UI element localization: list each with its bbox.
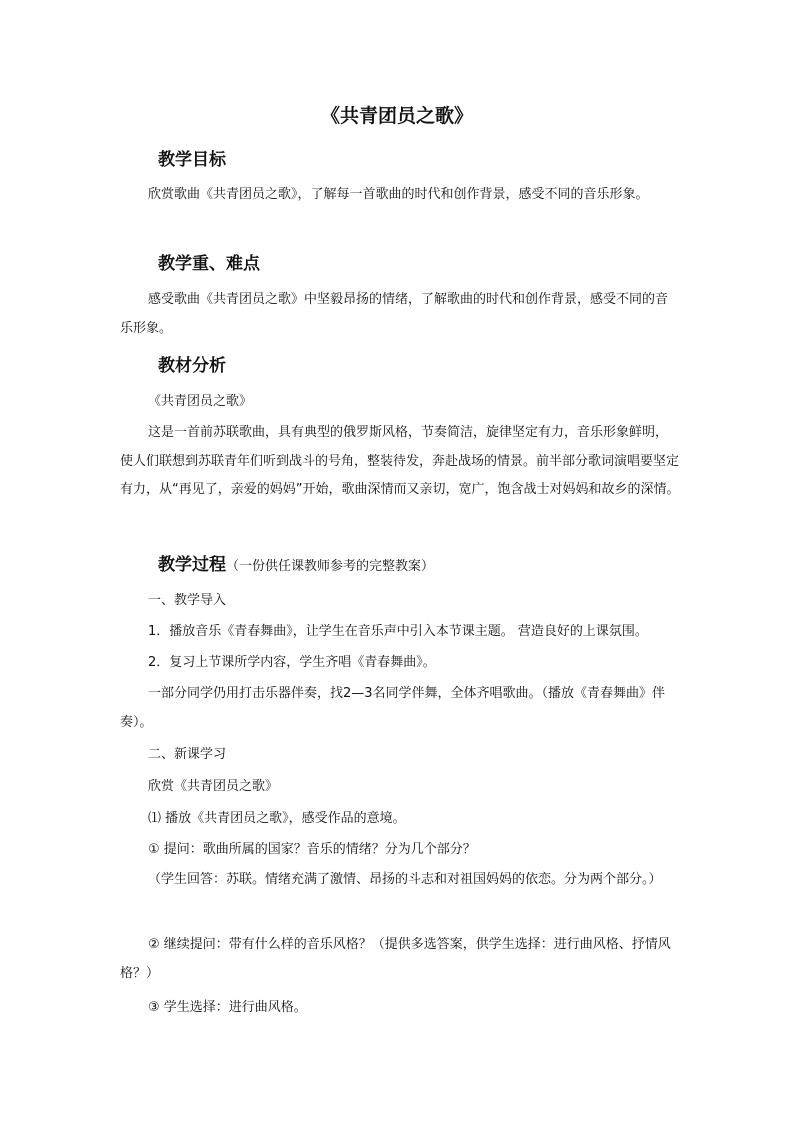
answer-2: ③ 学生选择：进行曲风格。 (148, 1000, 307, 1015)
part-new-lesson-heading: 二、新课学习 (148, 747, 227, 762)
part-intro-heading: 一、教学导入 (148, 593, 227, 608)
intro-item-1: 1．播放音乐《青春舞曲》，让学生在音乐声中引入本节课主题。 营造良好的上课氛围。 (148, 624, 648, 639)
question-1: ① 提问：歌曲所属的国家？音乐的情绪？分为几个部分？ (148, 842, 476, 857)
key-points-text: 感受歌曲《共青团员之歌》中坚毅昂扬的情绪，了解歌曲的时代和创作背景，感受不同的音乐形象。 (120, 292, 669, 336)
document-title: 《共青团员之歌》 (320, 105, 473, 127)
intro-item-2: 2．复习上节课所学内容，学生齐唱《青春舞曲》。 (148, 655, 436, 670)
intro-paragraph: 一部分同学仍用打击乐器伴奏，找2—3名同学伴舞，全体齐唱歌曲。（播放《青春舞曲》伴奏）。 (120, 686, 666, 730)
goals-text: 欣赏歌曲《共青团员之歌》，了解每一首歌曲的时代和创作背景，感受不同的音乐形象。 (148, 187, 649, 202)
heading-material-analysis: 教材分析 (158, 356, 226, 376)
appreciate-line: 欣赏《共青团员之歌》 (148, 779, 279, 794)
heading-key-points: 教学重、难点 (158, 254, 260, 274)
material-analysis-text: 这是一首前苏联歌曲，具有典型的俄罗斯风格，节奏简洁，旋律坚定有力，音乐形象鲜明，使人们联想到苏联青年们听到战斗的号角，整装待发，奔赴战场的情景。前半部分歌词演唱要坚定有力，从“再见了，亲爱的妈妈”开始，歌曲深情而又亲切，宽广，饱含战士对妈妈和故乡的深情。 (120, 425, 680, 497)
step-1: ⑴ 播放《共青团员之歌》，感受作品的意境。 (148, 811, 406, 826)
teaching-process-title: 教学过程 (158, 555, 226, 575)
answer-1: （学生回答：苏联。情绪充满了激情、昂扬的斗志和对祖国妈妈的依恋。分为两个部分。） (148, 872, 662, 887)
teaching-process-note: （一份供任课教师参考的完整教案） (226, 559, 435, 574)
heading-teaching-process (158, 553, 434, 579)
heading-teaching-goals: 教学目标 (158, 150, 226, 170)
material-subtitle: 《共青团员之歌》 (148, 394, 253, 409)
question-2: ② 继续提问：带有什么样的音乐风格？（提供多选答案，供学生选择：进行曲风格、抒情风格？） (120, 937, 671, 981)
